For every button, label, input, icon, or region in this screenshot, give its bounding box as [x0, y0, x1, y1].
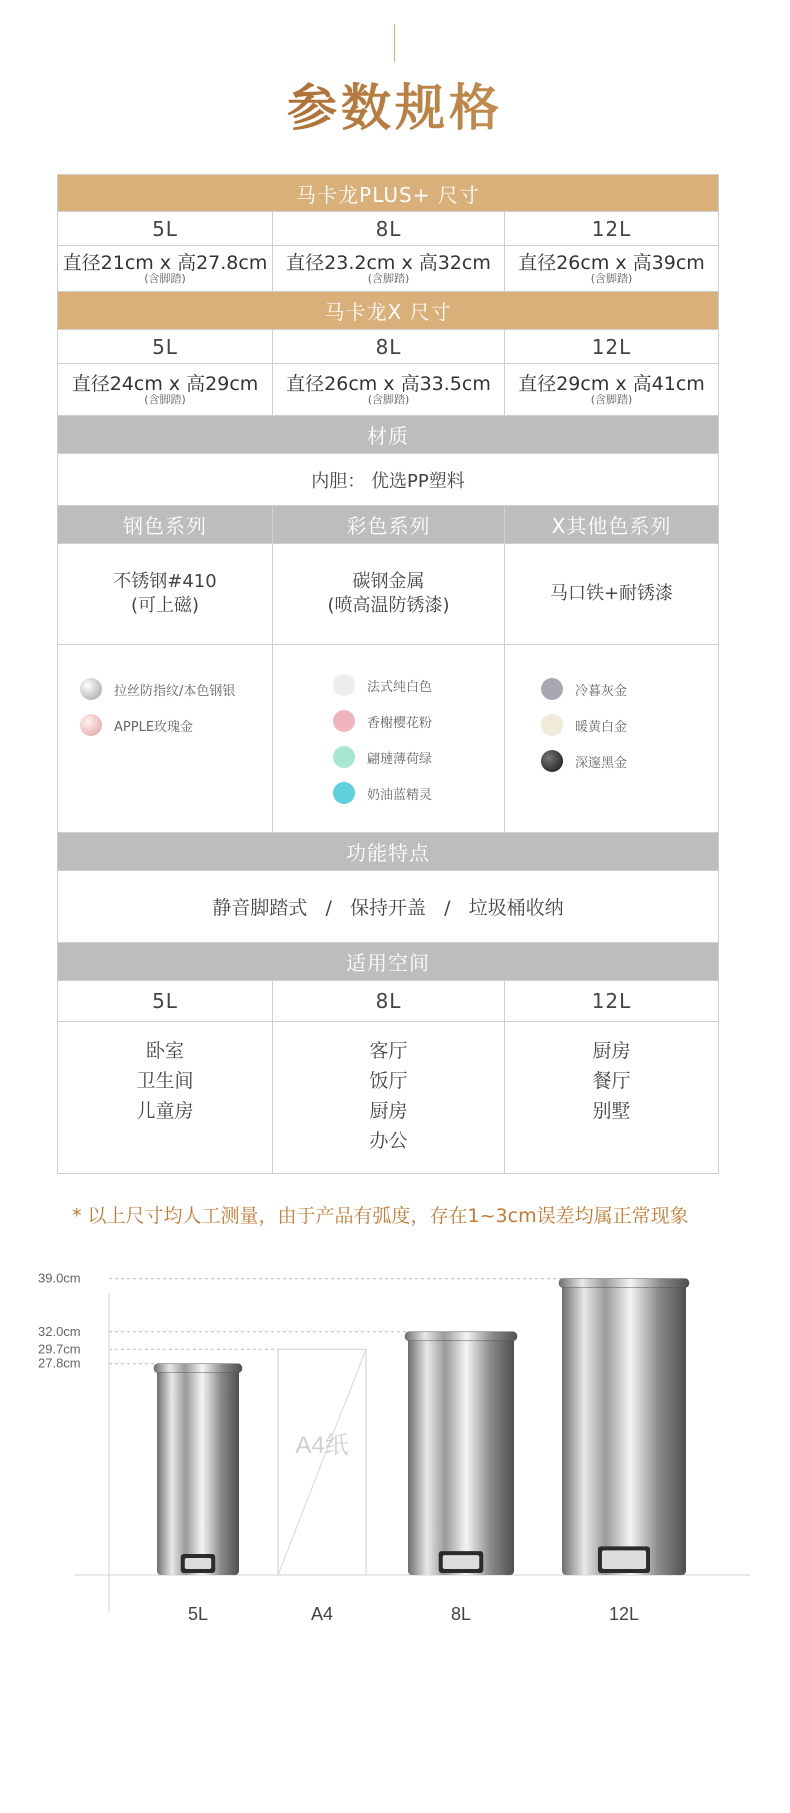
steel-material [58, 544, 272, 644]
steel-swatches [58, 645, 272, 832]
plus-dim-8l [272, 246, 504, 291]
swatch-blue [333, 782, 355, 804]
x-dim-8l-text: 直径26cm x 高33.5cm [286, 373, 491, 395]
x-label-5L: 5L [187, 1604, 209, 1624]
a4-paper-label: A4纸 [295, 1432, 349, 1460]
rooms-5l [58, 1022, 272, 1173]
divider-line [394, 24, 395, 62]
room-item: 饭厅 [369, 1070, 408, 1092]
page-title: 参数规格 [0, 72, 790, 144]
room-item: 厨房 [592, 1040, 631, 1062]
space-volume-8l: 8L [272, 981, 504, 1021]
room-item: 餐厅 [592, 1070, 631, 1092]
color-swatches [272, 645, 504, 832]
swatch-item [333, 775, 432, 811]
room-item: 卫生间 [136, 1070, 194, 1092]
swatch-item [541, 671, 627, 707]
x-label-12L: 12L [608, 1604, 640, 1624]
x-dim-row [58, 363, 718, 415]
measurement-note: * 以上尺寸均人工测量，由于产品有弧度，存在1~3cm误差均属正常现象 [72, 1205, 689, 1227]
swatch-grey [541, 678, 563, 700]
spec-table [57, 174, 719, 1174]
space-volume-row [58, 980, 718, 1021]
space-header: 适用空间 [58, 942, 718, 980]
swatch-item [541, 707, 627, 743]
swatch-label: APPLE玫瑰金 [114, 719, 194, 735]
rooms-12l [504, 1022, 718, 1173]
plus-dim-5l-text: 直径21cm x 高27.8cm [62, 252, 268, 274]
x-volume-row [58, 329, 718, 363]
x-dim-12l-note: (含脚踏) [590, 393, 633, 406]
swatch-silver [80, 678, 102, 700]
swatch-label: 香榭樱花粉 [367, 715, 433, 731]
space-volume-5l: 5L [152, 989, 178, 1013]
plus-dim-8l-text: 直径23.2cm x 高32cm [286, 252, 491, 274]
x-label-A4: A4 [310, 1604, 334, 1624]
x-volume-8l: 8L [272, 330, 504, 363]
color-material [272, 544, 504, 644]
swatch-label: 暖黄白金 [575, 719, 628, 735]
x-dim-8l [272, 364, 504, 415]
other-swatches [504, 645, 718, 832]
swatch-white [333, 674, 355, 696]
bin-lid-12L [559, 1279, 689, 1288]
plus-dim-12l [504, 246, 718, 291]
swatch-label: 冷暮灰金 [575, 683, 628, 699]
steel-material-line2: (可上磁) [130, 595, 200, 616]
swatch-warm-white [541, 714, 563, 736]
swatch-label: 奶油蓝精灵 [367, 787, 433, 803]
room-item: 卧室 [145, 1040, 184, 1062]
plus-volume-8l: 8L [272, 212, 504, 245]
plus-dim-5l [58, 246, 272, 291]
x-volume-12l: 12L [504, 330, 718, 363]
x-label-8L: 8L [450, 1604, 472, 1624]
color-material-line2: (喷高温防锈漆) [327, 595, 450, 616]
bin-pedal-inner-8L [443, 1555, 480, 1569]
series-material-row [58, 543, 718, 644]
plus-volume-5l: 5L [152, 216, 178, 241]
steel-material-line1: 不锈钢#410 [113, 571, 217, 592]
swatch-item [541, 743, 627, 779]
swatch-pink [333, 710, 355, 732]
size-comparison-chart [0, 1270, 790, 1650]
features-header: 功能特点 [58, 832, 718, 870]
bin-lid-8L [405, 1332, 517, 1341]
plus-size-header: 马卡龙PLUS+ 尺寸 [58, 175, 718, 211]
room-item: 客厅 [369, 1040, 408, 1062]
bins [154, 1279, 689, 1575]
x-dim-5l-note: (含脚踏) [144, 393, 186, 406]
bin-pedal-inner-5L [185, 1558, 211, 1569]
other-material-line1: 马口铁+耐锈漆 [549, 583, 674, 604]
x-dim-5l-text: 直径24cm x 高29cm [71, 373, 259, 395]
swatch-item [333, 739, 432, 775]
bin-lid-5L [154, 1364, 242, 1373]
x-dim-8l-note: (含脚踏) [367, 393, 410, 406]
material-header: 材质 [58, 415, 718, 453]
swatch-rose-gold [80, 714, 102, 736]
y-tick-label: 29.7cm [38, 1341, 81, 1357]
x-size-header: 马卡龙X 尺寸 [58, 291, 718, 329]
series-other: X其他色系列 [504, 506, 718, 543]
swatch-item [80, 707, 193, 743]
plus-dim-12l-note: (含脚踏) [590, 272, 633, 285]
features-row [58, 870, 718, 942]
x-dim-12l-text: 直径29cm x 高41cm [518, 373, 705, 395]
color-material-line1: 碳钢金属 [352, 571, 425, 592]
plus-volume-12l: 12L [504, 212, 718, 245]
swatch-item [333, 703, 432, 739]
plus-dim-12l-text: 直径26cm x 高39cm [518, 252, 705, 274]
swatch-item [333, 667, 432, 703]
room-item: 儿童房 [136, 1100, 194, 1122]
space-rooms-row [58, 1021, 718, 1173]
swatch-item [80, 671, 235, 707]
y-tick-label: 39.0cm [38, 1270, 81, 1286]
plus-dim-row [58, 245, 718, 291]
plus-dim-8l-note: (含脚踏) [367, 272, 410, 285]
room-item: 厨房 [369, 1100, 408, 1122]
y-tick-label: 32.0cm [38, 1323, 81, 1339]
plus-volume-row [58, 211, 718, 245]
bin-body-8L [408, 1338, 514, 1575]
inner-material-row [58, 453, 718, 505]
swatch-mint [333, 746, 355, 768]
y-tick-label: 27.8cm [38, 1355, 81, 1371]
swatch-label: 法式纯白色 [367, 679, 433, 695]
inner-material-text: 内胆： 优选PP塑料 [311, 470, 465, 492]
x-dim-5l [58, 364, 272, 415]
space-volume-12l: 12L [504, 981, 718, 1021]
rooms-8l [272, 1022, 504, 1173]
bin-body-12L [562, 1285, 686, 1575]
x-dim-12l [504, 364, 718, 415]
plus-dim-5l-note: (含脚踏) [144, 272, 186, 285]
bin-body-5L [157, 1370, 239, 1575]
series-steel: 钢色系列 [58, 506, 272, 543]
color-swatch-row [58, 644, 718, 832]
other-material [504, 544, 718, 644]
room-item: 别墅 [592, 1100, 631, 1122]
series-header-row [58, 505, 718, 543]
swatch-label: 拉丝防指纹/本色钢银 [114, 683, 236, 699]
room-item: 办公 [369, 1130, 408, 1152]
swatch-label: 翩璉薄荷绿 [367, 751, 433, 767]
swatch-label: 深邃黑金 [575, 755, 628, 771]
features-text: 静音脚踏式 / 保持开盖 / 垃圾桶收纳 [212, 897, 564, 919]
bin-pedal-inner-12L [602, 1550, 646, 1569]
x-labels [188, 1604, 639, 1624]
series-color: 彩色系列 [272, 506, 504, 543]
x-volume-5l: 5L [152, 334, 178, 359]
swatch-black [541, 750, 563, 772]
